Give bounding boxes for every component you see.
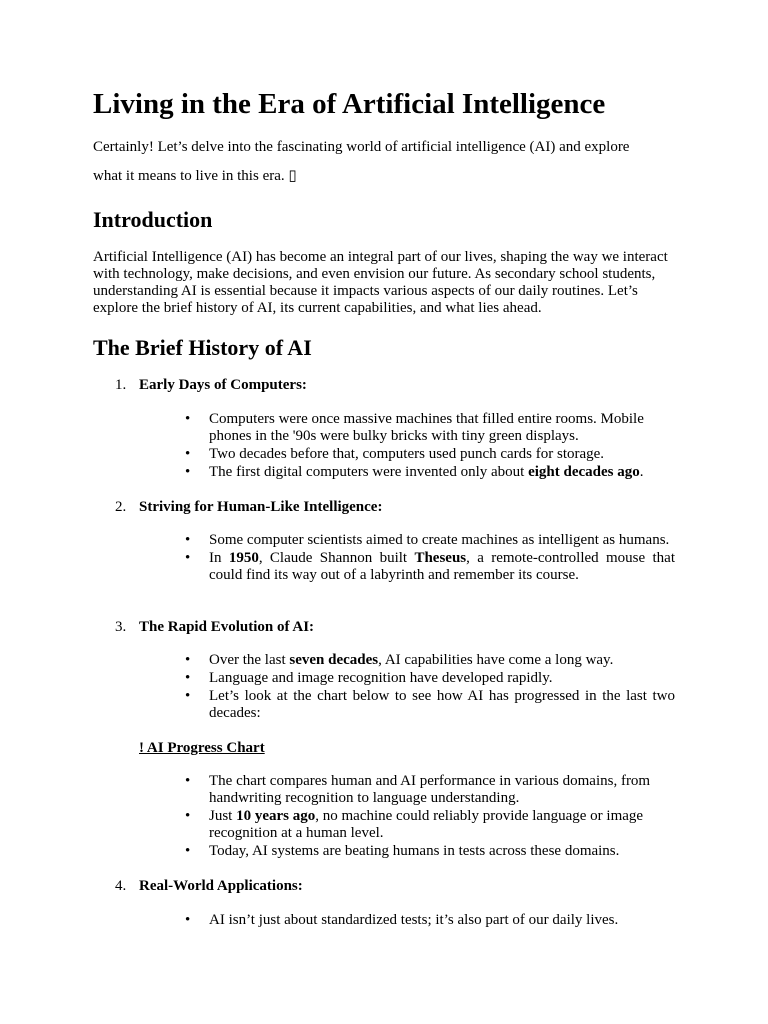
bullet-text: The chart compares human and AI performance in various domains, from handwriting recognition to language understanding. <box>209 773 651 806</box>
history-item-3-bullets <box>185 652 675 723</box>
bullet-text: , AI capabilities have come a long way. <box>378 652 614 668</box>
bullet-text: Language and image recognition have developed rapidly. <box>209 670 553 686</box>
bullet-item <box>185 808 675 842</box>
history-item-4 <box>115 877 303 895</box>
bullet-item <box>185 670 675 687</box>
bullet-item <box>185 464 675 481</box>
history-item-1 <box>115 376 307 394</box>
item-number: 3. <box>115 619 127 635</box>
bullet-text: Let’s look at the chart below to see how AI has progressed in the last two decades: <box>209 688 675 721</box>
bullet-text: . <box>639 464 644 480</box>
bullet-text: , no machine could reliably provide language or image recognition at a human level. <box>209 808 644 841</box>
intro-line-1: Certainly! Let’s delve into the fascinating world of artificial intelligence (AI) and explore <box>93 139 630 155</box>
bullet-emphasis: Theseus <box>414 550 467 566</box>
history-item-3 <box>115 618 314 636</box>
bullet-text: Just <box>209 808 237 824</box>
item-number: 4. <box>115 878 127 894</box>
history-item-4-bullets <box>185 912 675 930</box>
bullet-item <box>185 912 675 929</box>
bullet-text: Over the last <box>209 652 290 668</box>
bullet-emphasis: seven decades <box>289 652 379 668</box>
introduction-heading: Introduction <box>93 207 213 232</box>
item-title: The Rapid Evolution of AI: <box>139 619 315 635</box>
history-heading: The Brief History of AI <box>93 335 312 360</box>
item-title: Striving for Human-Like Intelligence: <box>139 499 383 515</box>
bullet-item <box>185 652 675 669</box>
ai-progress-chart-link[interactable]: ! AI Progress Chart <box>139 740 265 756</box>
bullet-item <box>185 446 675 463</box>
bullet-text: AI isn’t just about standardized tests; it’s also part of our daily lives. <box>209 912 619 928</box>
history-item-1-bullets <box>185 411 675 482</box>
document-title: Living in the Era of Artificial Intelligence <box>93 88 606 120</box>
bullet-text: Two decades before that, computers used punch cards for storage. <box>209 446 605 462</box>
bullet-emphasis: 1950 <box>228 550 259 566</box>
introduction-paragraph: Artificial Intelligence (AI) has become an integral part of our lives, shaping the way we interact with technology, make decisions, and even envision our future. As secondary school students, understanding AI is essential because it impacts various aspects of our daily routines. Let’s explore the brief history of AI, its current capabilities, and what lies ahead. <box>93 249 668 316</box>
item-number: 2. <box>115 499 127 515</box>
bullet-text: Computers were once massive machines that filled entire rooms. Mobile phones in the '90s were bulky bricks with tiny green displays. <box>209 411 644 444</box>
bullet-item <box>185 411 675 445</box>
history-item-2-bullets <box>185 532 675 585</box>
bullet-text: , Claude Shannon built <box>258 550 415 566</box>
bullet-item <box>185 532 675 549</box>
item-title: Early Days of Computers: <box>139 377 307 393</box>
bullet-text: , a remote-controlled mouse that could find its way out of a labyrinth and remember its course. <box>209 550 675 583</box>
bullet-item <box>185 843 675 860</box>
item-title: Real-World Applications: <box>139 878 303 894</box>
history-item-2 <box>115 498 382 516</box>
bullet-emphasis: 10 years ago <box>236 808 316 824</box>
item-number: 1. <box>115 377 127 393</box>
bullet-text: Today, AI systems are beating humans in tests across these domains. <box>209 843 620 859</box>
bullet-text: The first digital computers were invented only about <box>209 464 529 480</box>
bullet-item <box>185 550 675 584</box>
bullet-text: In <box>209 550 229 566</box>
history-item-3-chart-bullets <box>185 773 675 861</box>
intro-line-2: what it means to live in this era. ▯ <box>93 168 297 184</box>
bullet-emphasis: eight decades ago <box>528 464 640 480</box>
bullet-item <box>185 688 675 722</box>
bullet-text: Some computer scientists aimed to create machines as intelligent as humans. <box>209 532 670 548</box>
bullet-item <box>185 773 675 807</box>
